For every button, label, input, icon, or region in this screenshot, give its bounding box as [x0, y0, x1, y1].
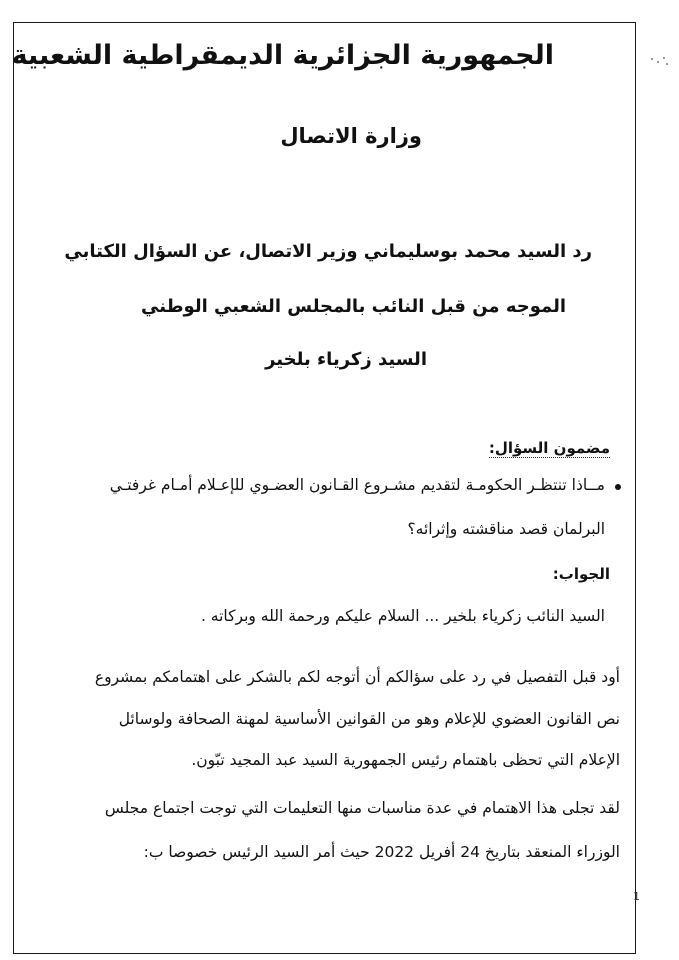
question-line-1: مــاذا تنتظـر الحكومـة لتقديم مشـروع القـانون العضـوي للإعـلام أمـام غرفتـي	[109, 476, 605, 494]
question-label: مضمون السؤال:	[488, 439, 610, 457]
answer-paragraph-2-line-1: لقد تجلى هذا الاهتمام في عدة مناسبات منها التعليمات التي توجت اجتماع مجلس	[104, 799, 620, 817]
heading-line-3: السيد زكرياء بلخير	[265, 349, 427, 370]
page-number: 1	[633, 890, 640, 903]
heading-line-2: الموجه من قبل النائب بالمجلس الشعبي الوطني	[141, 296, 566, 317]
answer-paragraph-1-line-2: نص القانون العضوي للإعلام وهو من القوانين الأساسية لمهنة الصحافة ولوسائل	[118, 710, 620, 728]
ministry-name: وزارة الاتصال	[280, 124, 422, 148]
scan-specks	[649, 55, 669, 67]
country-title: الجمهورية الجزائرية الديمقراطية الشعبية	[11, 40, 554, 71]
answer-label: الجواب:	[552, 565, 610, 583]
answer-paragraph-2-line-2: الوزراء المنعقد بتاريخ 24 أفريل 2022 حيث أمر السيد الرئيس خصوصا ب:	[143, 843, 620, 861]
bullet-icon	[615, 484, 621, 490]
answer-greeting: السيد النائب زكرياء بلخير ... السلام عليكم ورحمة الله وبركاته .	[200, 607, 605, 625]
heading-line-1: رد السيد محمد بوسليماني وزير الاتصال، عن السؤال الكتابي	[64, 241, 592, 262]
question-line-2: البرلمان قصد مناقشته وإثرائه؟	[407, 520, 605, 538]
answer-paragraph-1-line-1: أود قبل التفصيل في رد على سؤالكم أن أتوجه لكم بالشكر على اهتمامكم بمشروع	[94, 668, 620, 686]
answer-paragraph-1-line-3: الإعلام التي تحظى باهتمام رئيس الجمهورية السيد عبد المجيد تبّون.	[191, 751, 620, 769]
